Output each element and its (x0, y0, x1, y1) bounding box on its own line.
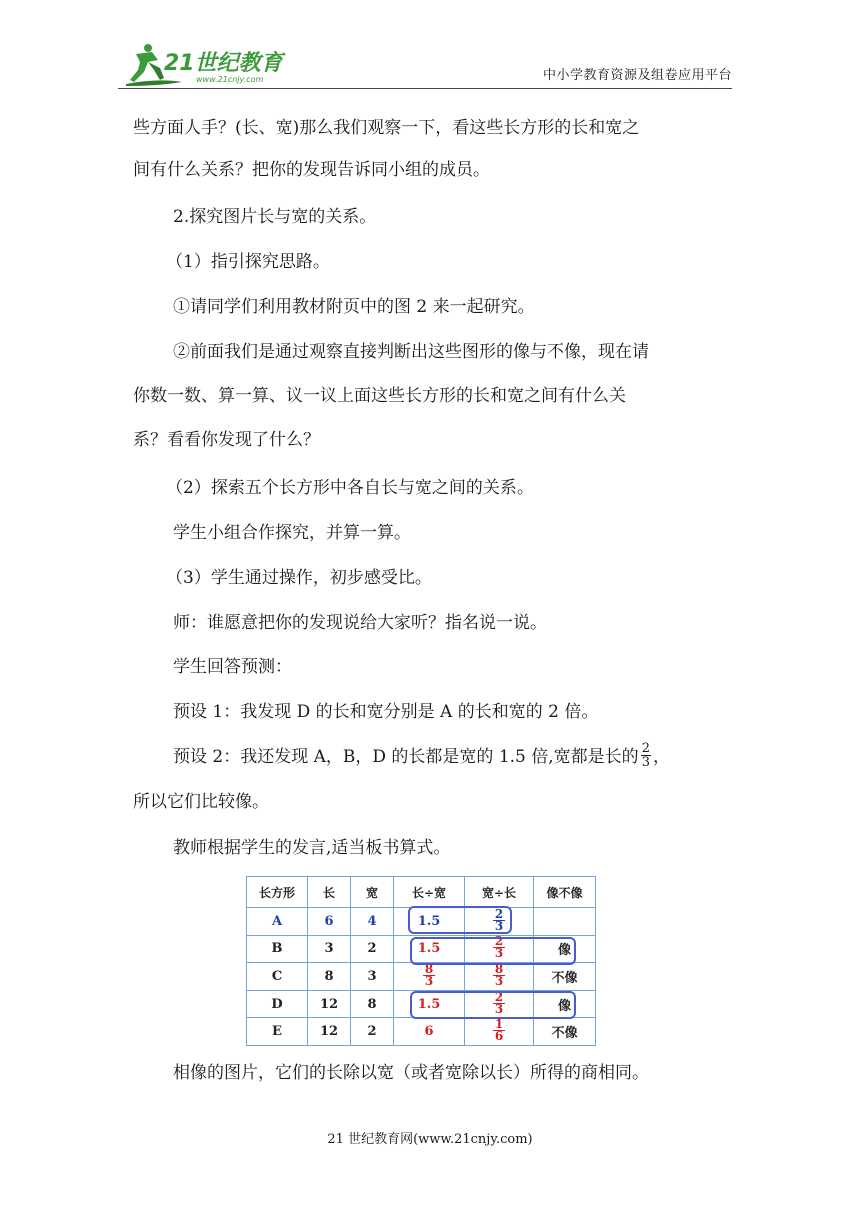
paragraph-line: ②前面我们是通过观察直接判断出这些图形的像与不像，现在请 (173, 342, 649, 362)
platform-title: 中小学教育资源及组卷应用平台 (542, 68, 732, 83)
subsection-heading: （1）指引探究思路。 (166, 252, 330, 272)
cell-length: 3 (308, 935, 351, 963)
fraction (493, 961, 505, 988)
cell-length: 8 (308, 963, 351, 991)
cell-length-div-width: 1.5 (394, 935, 465, 963)
table-header: 宽÷长 (465, 877, 534, 908)
cell-similar: 像 (534, 935, 596, 963)
highlight-box-row-a (408, 906, 512, 934)
cell-length-div-width: 1.5 (394, 990, 465, 1018)
page-footer: 21 世纪教育网(www.21cnjy.com) (327, 1132, 533, 1147)
cell-length-div-width (394, 963, 465, 991)
fraction-numerator: 2 (641, 741, 650, 756)
table-header: 像不像 (534, 877, 596, 908)
paragraph-line: 教师根据学生的发言,适当板书算式。 (173, 838, 451, 858)
highlight-box-row-d (410, 991, 576, 1019)
paragraph-line: ①请同学们利用教材附页中的图 2 来一起研究。 (173, 297, 535, 317)
section-heading: 2.探究图片长与宽的关系。 (173, 207, 377, 227)
cell-similar (534, 908, 596, 936)
cell-width: 2 (351, 1018, 394, 1046)
fraction-numerator: 2 (494, 934, 504, 949)
cell-width-div-length (465, 1018, 534, 1046)
fraction-denominator: 3 (494, 1001, 504, 1016)
highlight-box-row-b (410, 934, 576, 965)
cell-length: 6 (308, 908, 351, 936)
table-header-row (247, 877, 596, 908)
fraction-denominator: 3 (494, 973, 504, 988)
fraction (641, 742, 651, 769)
subsection-heading: （2）探索五个长方形中各自长与宽之间的关系。 (166, 478, 534, 498)
cell-width: 3 (351, 963, 394, 991)
table-header: 长方形 (247, 877, 308, 908)
cell-name: C (247, 963, 308, 991)
cell-length-div-width: 1.5 (394, 908, 465, 936)
fraction-numerator: 1 (494, 1017, 504, 1032)
cell-similar: 像 (534, 990, 596, 1018)
cell-length-div-width: 6 (394, 1018, 465, 1046)
cell-width: 4 (351, 908, 394, 936)
paragraph-line: 师：谁愿意把你的发现说给大家听？指名说一说。 (173, 613, 547, 633)
paragraph-line (173, 741, 860, 771)
cell-similar: 不像 (534, 1018, 596, 1046)
table-row (247, 1018, 596, 1046)
fraction-denominator: 3 (641, 755, 650, 770)
fraction-numerator: 8 (494, 961, 504, 976)
cell-name: B (247, 935, 308, 963)
subsection-heading: （3）学生通过操作，初步感受比。 (166, 568, 432, 588)
cell-name: D (247, 990, 308, 1018)
table-header: 长 (308, 877, 351, 908)
cell-width-div-length (465, 963, 534, 991)
paragraph-line: 间有什么关系？把你的发现告诉同小组的成员。 (133, 160, 490, 180)
cell-width: 2 (351, 935, 394, 963)
fraction-denominator: 6 (494, 1029, 504, 1044)
fraction (423, 961, 435, 988)
paragraph-text: 预设 2：我还发现 A，B，D 的长都是宽的 1.5 倍,宽都是长的 (173, 747, 639, 767)
cell-length: 12 (308, 1018, 351, 1046)
table-header: 宽 (351, 877, 394, 908)
header-divider (118, 88, 732, 89)
paragraph-line: 学生回答预测： (173, 657, 292, 677)
cell-similar: 不像 (534, 963, 596, 991)
paragraph-line: 些方面人手？(长、宽)那么我们观察一下，看这些长方形的长和宽之 (133, 118, 640, 138)
paragraph-line: 预设 1：我发现 D 的长和宽分别是 A 的长和宽的 2 倍。 (173, 702, 599, 722)
logo-url: www.21cnjy.com (196, 75, 264, 84)
cell-width: 8 (351, 990, 394, 1018)
fraction-denominator: 3 (494, 918, 504, 933)
page-header (118, 36, 732, 92)
paragraph-line: 学生小组合作探究，并算一算。 (173, 523, 411, 543)
fraction-denominator: 3 (494, 946, 504, 961)
paragraph-line: 系？看看你发现了什么？ (133, 430, 320, 450)
cell-length: 12 (308, 990, 351, 1018)
paragraph-line: 所以它们比较像。 (133, 792, 269, 812)
fraction-numerator: 8 (424, 961, 434, 976)
paragraph-text: ， (652, 747, 670, 767)
cell-name: A (247, 908, 308, 936)
table-header: 长÷宽 (394, 877, 465, 908)
table-row (247, 963, 596, 991)
21cnjy-logo (118, 38, 298, 88)
cell-name: E (247, 1018, 308, 1046)
fraction-denominator: 3 (424, 973, 434, 988)
fraction-numerator: 2 (494, 906, 504, 921)
fraction-numerator: 2 (494, 989, 504, 1004)
paragraph-line: 你数一数、算一算、议一议上面这些长方形的长和宽之间有什么关 (133, 386, 626, 406)
conclusion-line: 相像的图片，它们的长除以宽（或者宽除以长）所得的商相同。 (173, 1063, 649, 1083)
fraction (493, 1019, 505, 1042)
logo-text: 21世纪教育 (164, 51, 283, 76)
